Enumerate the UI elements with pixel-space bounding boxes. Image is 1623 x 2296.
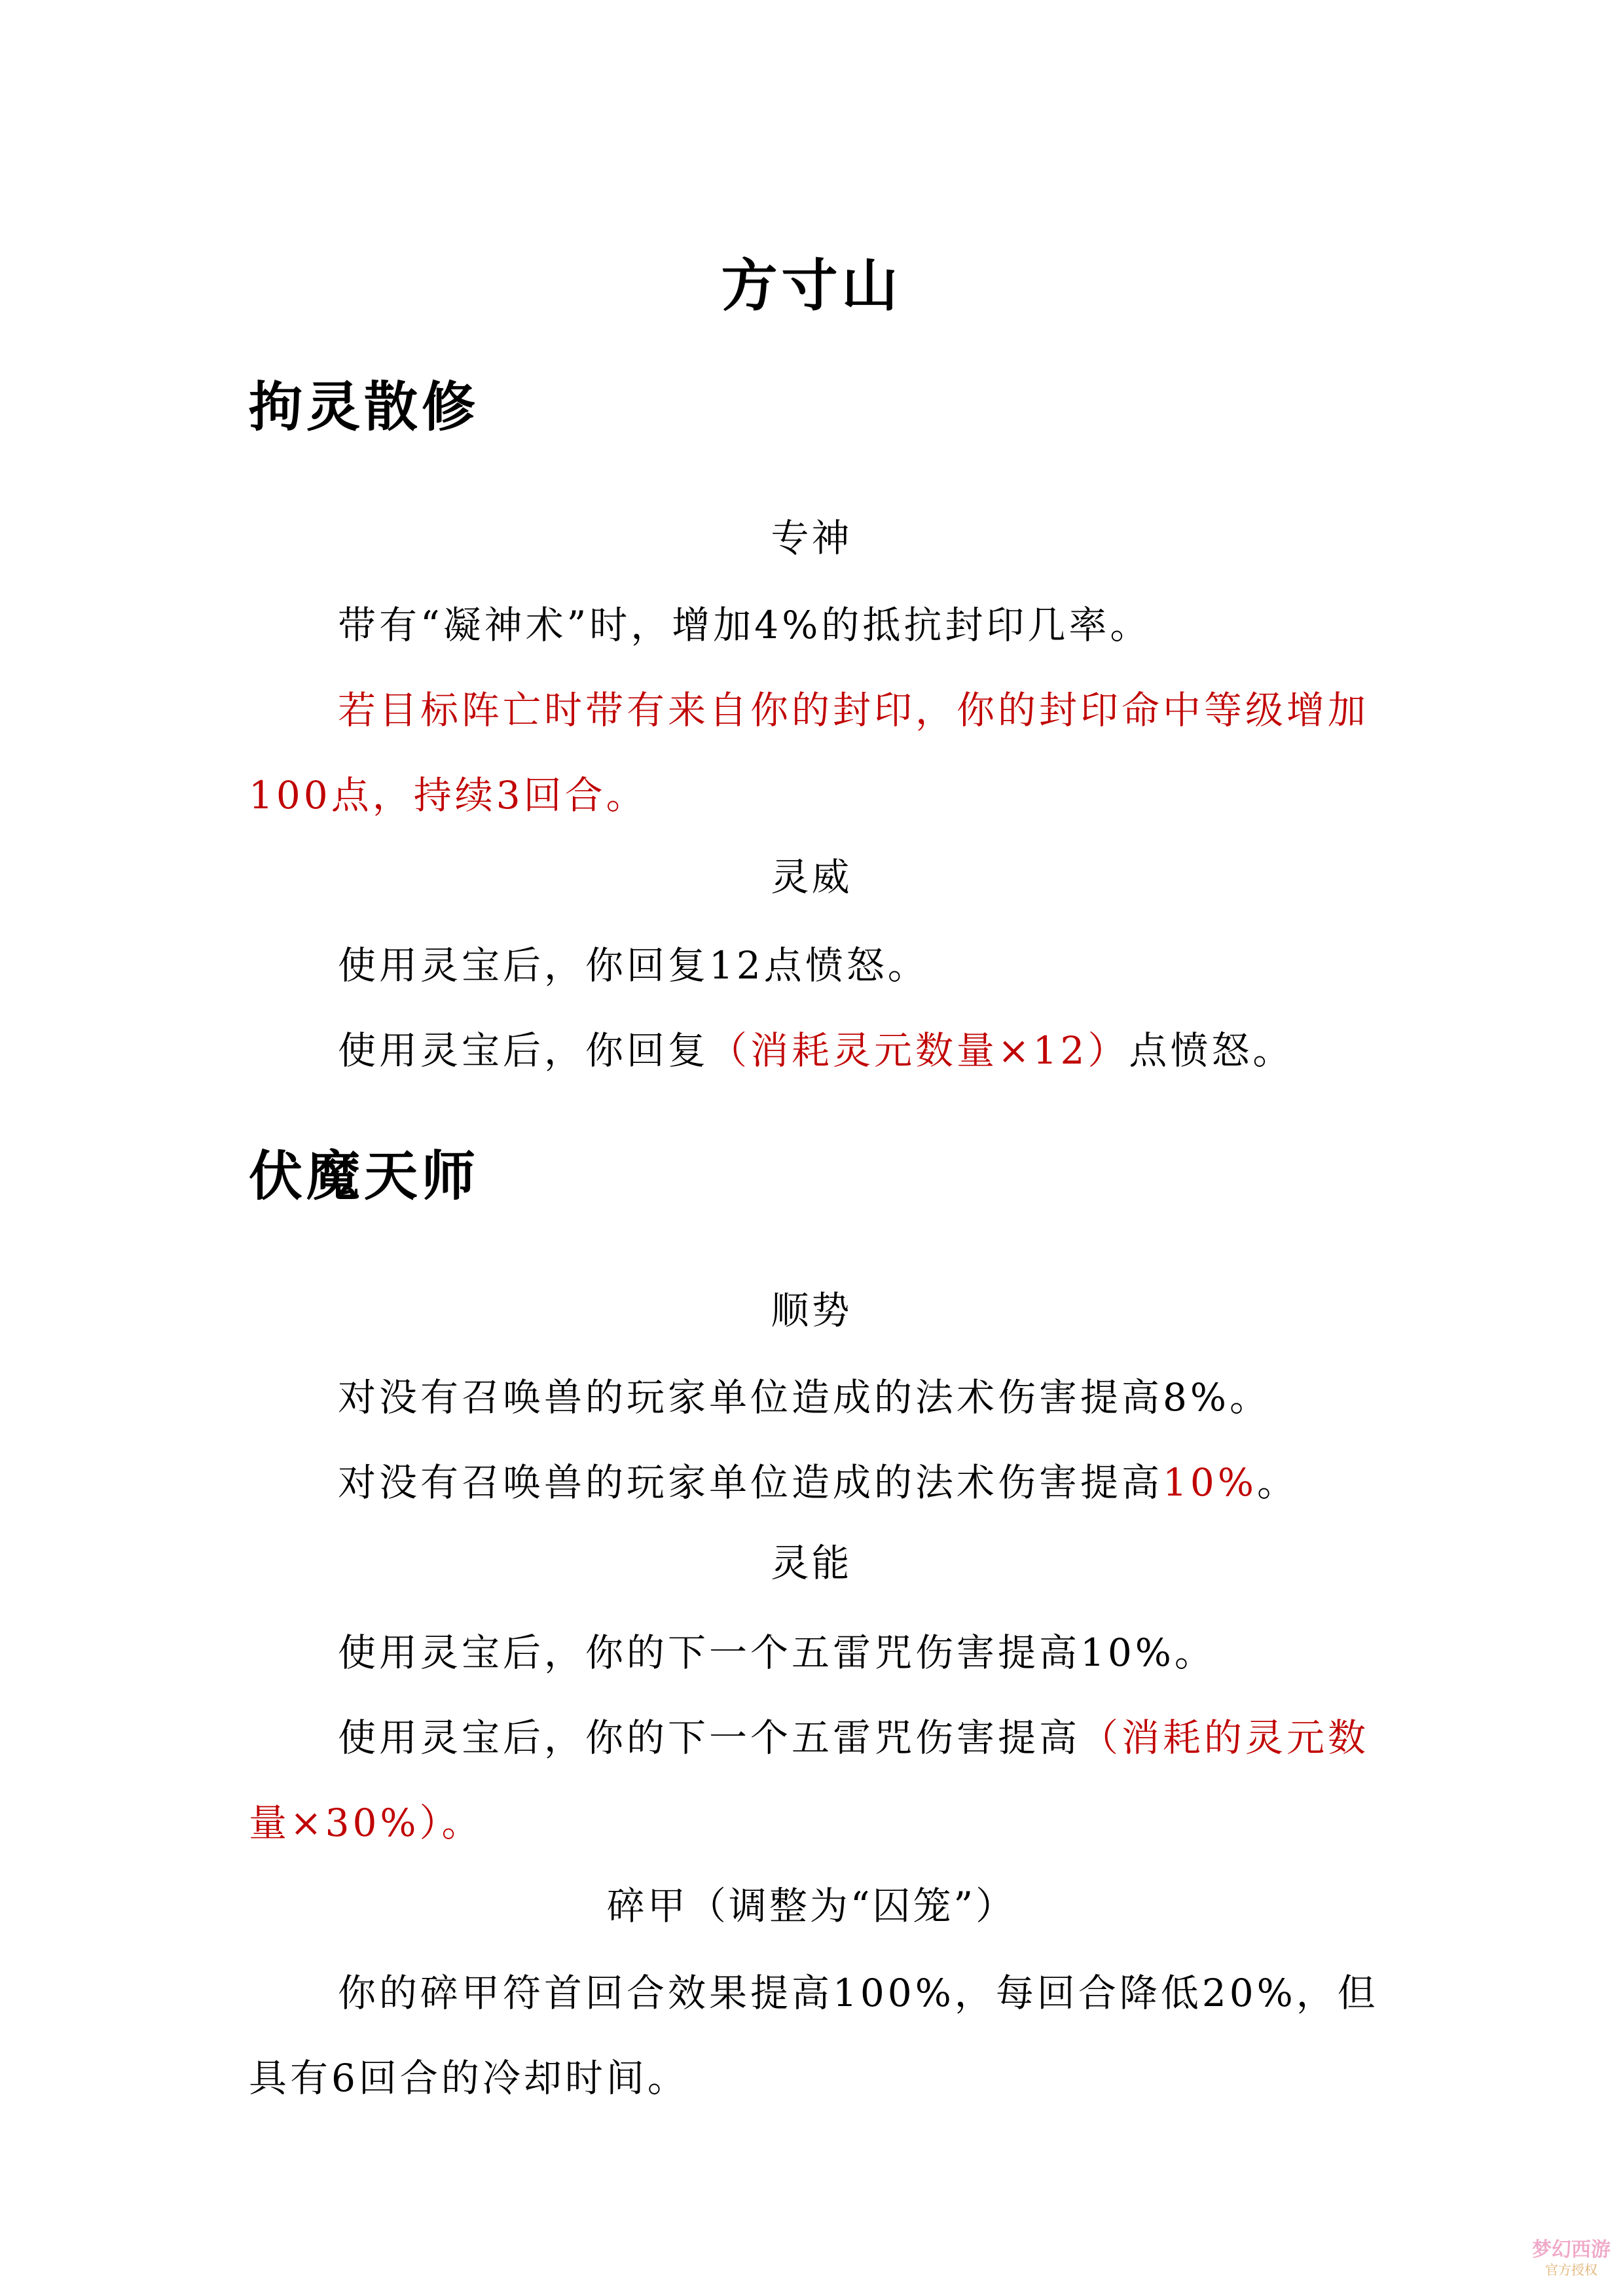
item-title-lingneng: 灵能: [771, 1541, 852, 1585]
paragraph: [249, 1695, 1388, 1865]
highlight-text: （消耗的灵元数量×30%）。: [249, 1715, 1370, 1845]
item-title-zhuanshen: 专神: [771, 516, 852, 560]
paragraph-text: 带有“凝神术”时，增加4%的抵抗封印几率。: [338, 603, 1152, 647]
paragraph: [249, 1008, 1388, 1093]
page-title: 方寸山: [721, 253, 902, 319]
paragraph-text: 。: [1256, 1460, 1298, 1505]
paragraph: [249, 1440, 1388, 1525]
paragraph-text: 你的碎甲符首回合效果提高100%，每回合降低20%，但具有6回合的冷却时间。: [249, 1971, 1379, 2100]
paragraph-text: 使用灵宝后，你回复12点愤怒。: [338, 943, 929, 988]
paragraph-text: 对没有召唤兽的玩家单位造成的法术伤害提高8%。: [338, 1375, 1271, 1420]
highlight-text: （消耗灵元数量×12）: [709, 1028, 1129, 1073]
paragraph: [249, 583, 1388, 668]
item-title-lingwei: 灵威: [771, 855, 852, 899]
paragraph-text: 使用灵宝后，你的下一个五雷咒伤害提高10%。: [338, 1630, 1216, 1675]
highlight-text: 10%: [1163, 1460, 1257, 1505]
paragraph: [249, 1610, 1388, 1695]
paragraph: [249, 1355, 1388, 1440]
item-title-shunshi: 顺势: [771, 1288, 852, 1333]
paragraph-highlight: [249, 668, 1388, 838]
paragraph: [249, 923, 1388, 1008]
paragraph-text: 使用灵宝后，你的下一个五雷咒伤害提高: [338, 1715, 1081, 1760]
watermark-logo-text: 梦幻西游: [1532, 2238, 1611, 2261]
paragraph-text: 点愤怒。: [1129, 1028, 1294, 1073]
paragraph-text: 使用灵宝后，你回复: [338, 1028, 710, 1073]
section-heading-jujing: 拘灵散修: [249, 376, 480, 439]
section-heading-fumo: 伏魔天师: [249, 1145, 480, 1208]
watermark-caption: 官方授权: [1545, 2262, 1597, 2278]
highlight-text: 若目标阵亡时带有来自你的封印，你的封印命中等级增加100点，持续3回合。: [249, 688, 1370, 817]
item-title-suijia: 碎甲（调整为“囚笼”）: [606, 1884, 1017, 1928]
paragraph: [249, 1950, 1388, 2121]
watermark-logo: [1529, 2238, 1614, 2286]
paragraph-text: 对没有召唤兽的玩家单位造成的法术伤害提高: [338, 1460, 1163, 1505]
